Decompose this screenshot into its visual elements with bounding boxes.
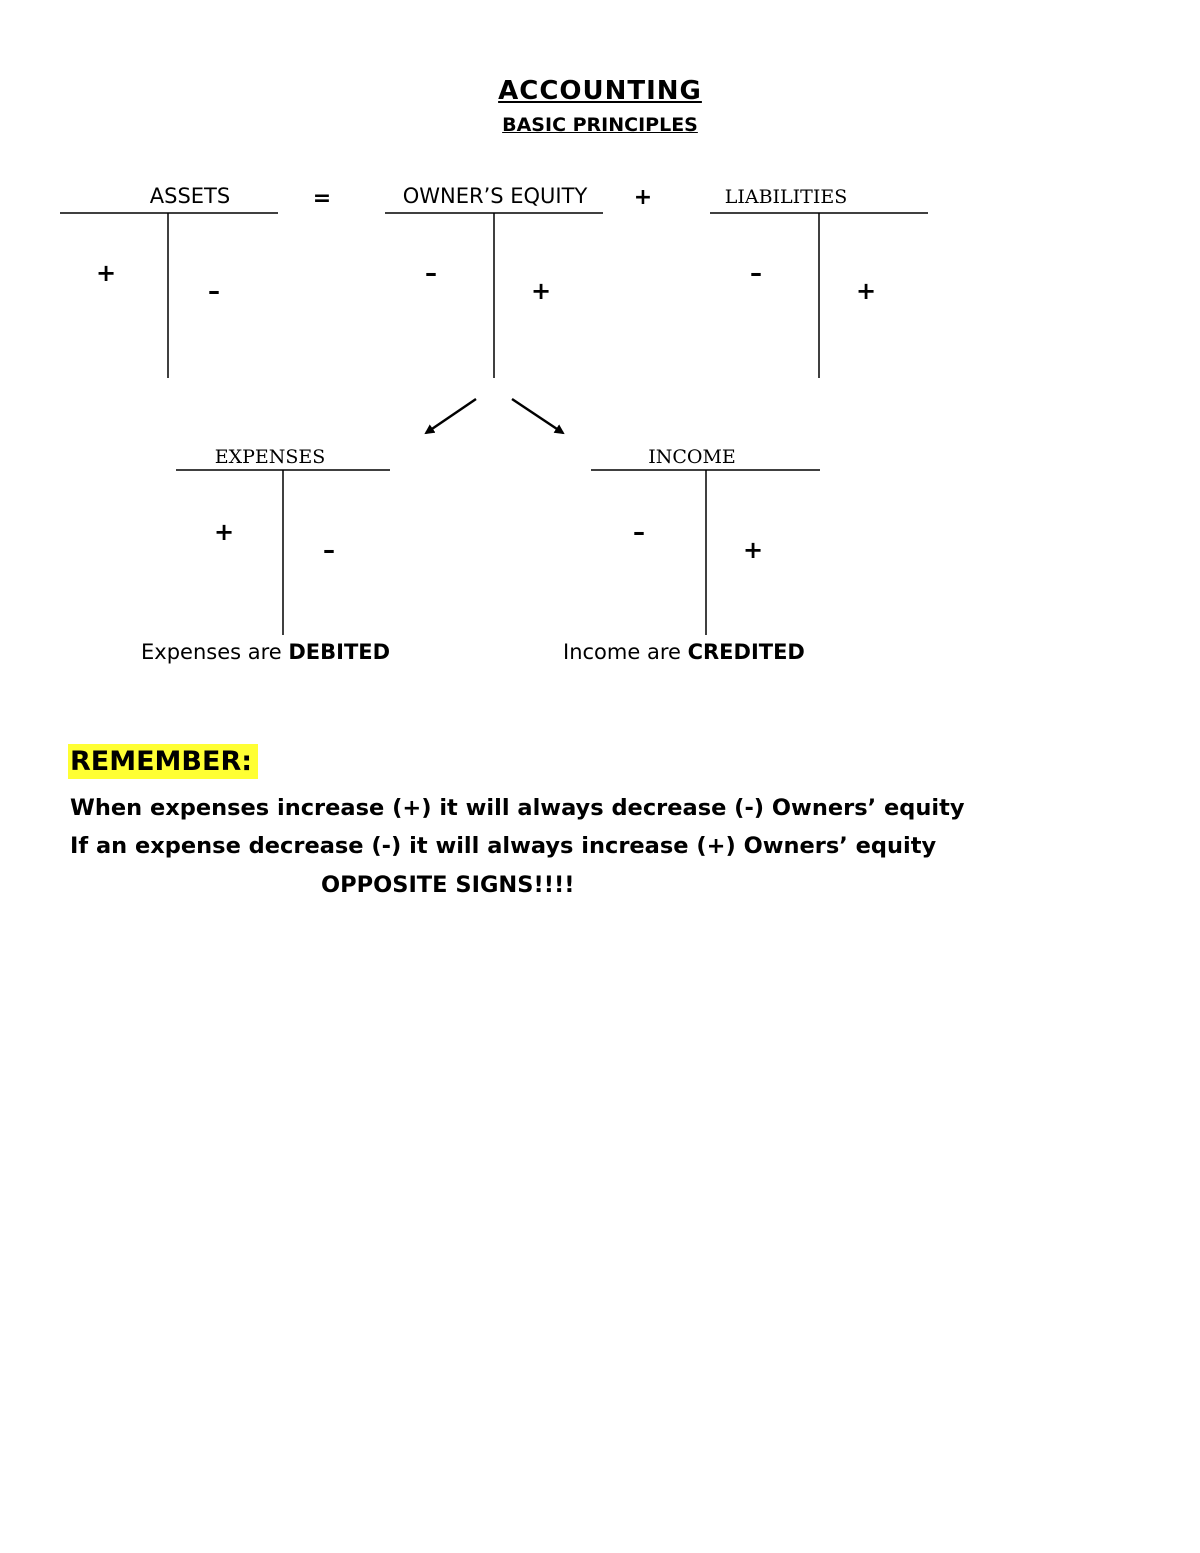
income-left-sign: – [633,518,645,546]
expenses-label: EXPENSES [214,446,326,468]
income-caption [563,640,805,664]
plus-sign: + [633,185,653,210]
equals-sign: = [312,186,332,211]
equity-right-sign: + [530,277,552,305]
income-caption-prefix: Income are [563,640,688,664]
income-right-sign: + [742,536,764,564]
expenses-caption-prefix: Expenses are [141,640,289,664]
arrow-to-expenses [426,399,476,433]
expenses-caption [141,640,390,664]
remember-line-2: If an expense decrease (-) it will always increase (+) Owners’ equity [70,833,937,859]
equity-left-sign: – [425,259,437,287]
assets-label: ASSETS [149,184,231,208]
assets-left-sign: + [95,259,117,287]
remember-line-1: When expenses increase (+) it will always decrease (-) Owners’ equity [70,795,965,821]
liabilities-right-sign: + [855,277,877,305]
remember-line-3: OPPOSITE SIGNS!!!! [321,872,575,898]
remember-highlight [68,744,258,779]
income-label: INCOME [648,446,736,468]
assets-right-sign: – [208,277,220,305]
income-caption-emphasis: CREDITED [687,640,805,664]
expenses-left-sign: + [213,518,235,546]
page-title: ACCOUNTING [498,76,702,106]
arrow-to-income [512,399,563,433]
equity-label: OWNER’S EQUITY [402,184,588,208]
expenses-caption-emphasis: DEBITED [288,640,391,664]
expenses-right-sign: – [323,536,335,564]
liabilities-label: LIABILITIES [724,186,848,208]
page-subtitle: BASIC PRINCIPLES [502,114,698,136]
remember-heading: REMEMBER: [70,746,253,777]
liabilities-left-sign: – [750,259,762,287]
